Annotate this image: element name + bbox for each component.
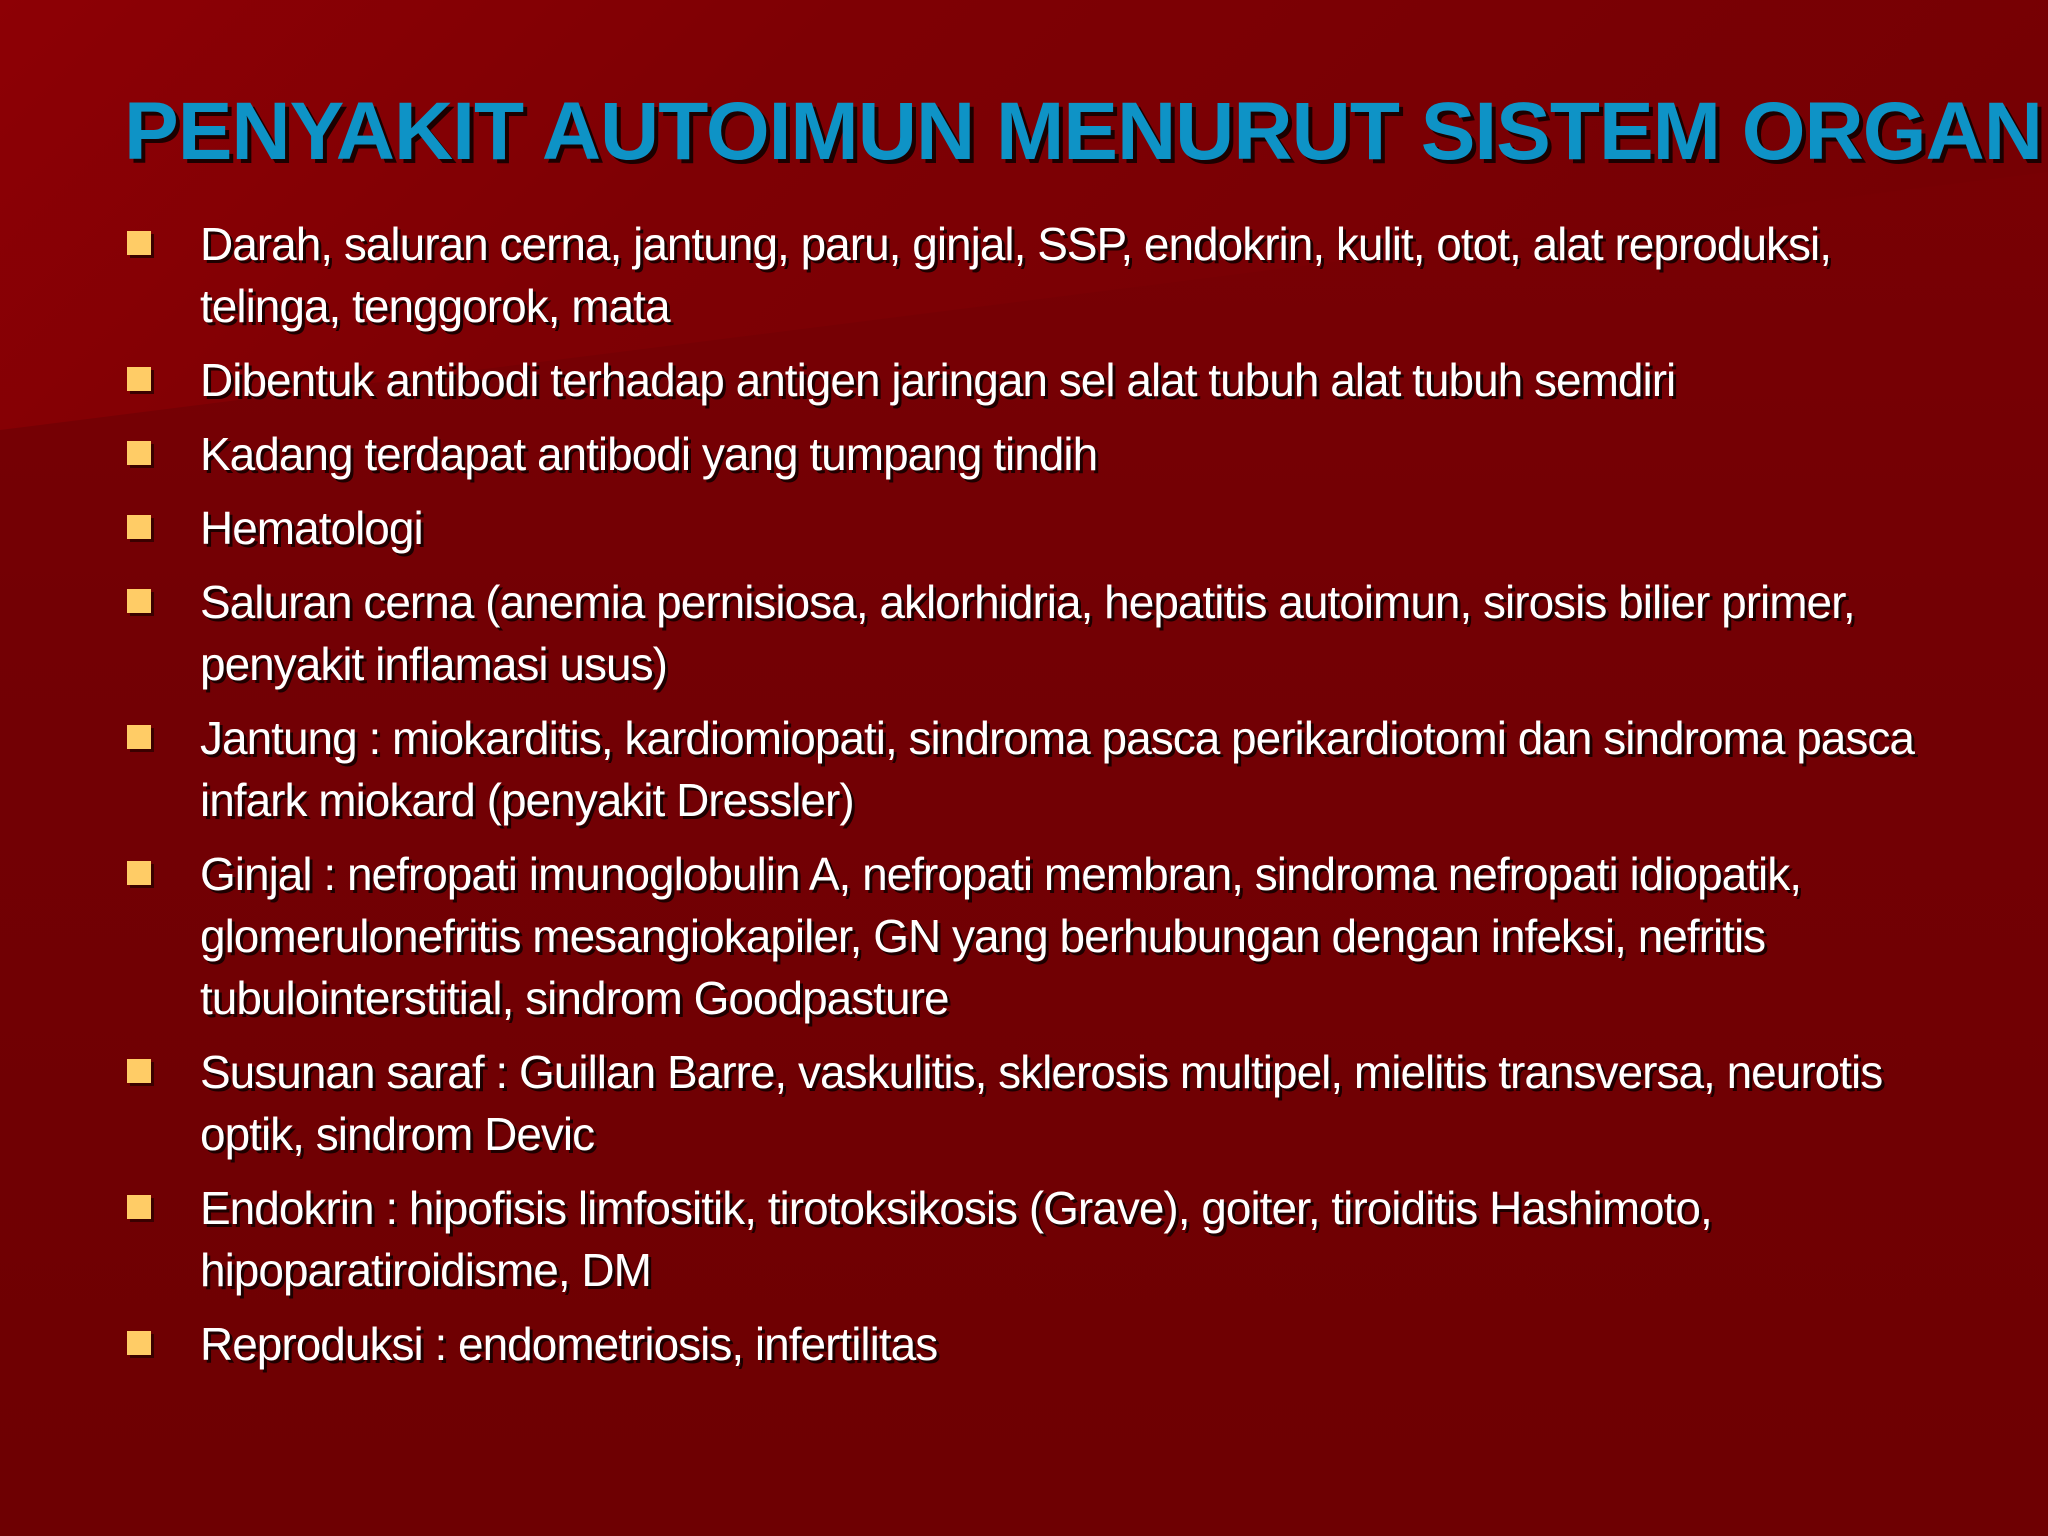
bullet-text: Saluran cerna (anemia pernisiosa, aklorhidria, hepatitis autoimun, sirosis bilier primer, penyakit inflamasi usus) — [200, 576, 1855, 690]
bullet-text: Kadang terdapat antibodi yang tumpang tindih — [200, 428, 1098, 480]
bullet-text: Darah, saluran cerna, jantung, paru, ginjal, SSP, endokrin, kulit, otot, alat reproduksi, telinga, tenggorok, mata — [200, 218, 1832, 332]
bullet-list — [124, 213, 1924, 1387]
bullet-text: Reproduksi : endometriosis, infertilitas — [200, 1318, 938, 1370]
bullet-text: Jantung : miokarditis, kardiomiopati, sindroma pasca perikardiotomi dan sindroma pasca infark miokard (penyakit Dressler) — [200, 712, 1914, 826]
square-bullet-icon — [127, 1195, 151, 1219]
square-bullet-icon — [127, 367, 151, 391]
slide-title: PENYAKIT AUTOIMUN MENURUT SISTEM ORGAN — [124, 86, 2042, 177]
bullet-text: Ginjal : nefropati imunoglobulin A, nefropati membran, sindroma nefropati idiopatik, glomerulonefritis mesangiokapiler, GN yang berhubungan dengan infeksi, nefritis tubulointerstitial, sindrom Goodpasture — [200, 848, 1802, 1024]
bullet-item-heart — [124, 707, 1924, 831]
bullet-item-antibody-formation — [124, 349, 1924, 411]
bullet-text: Hematologi — [200, 502, 423, 554]
square-bullet-icon — [127, 515, 151, 539]
bullet-text: Endokrin : hipofisis limfositik, tirotoksikosis (Grave), goiter, tiroiditis Hashimoto, hipoparatiroidisme, DM — [200, 1182, 1712, 1296]
square-bullet-icon — [127, 441, 151, 465]
bullet-item-nervous-system — [124, 1041, 1924, 1165]
square-bullet-icon — [127, 231, 151, 255]
bullet-item-hematology — [124, 497, 1924, 559]
square-bullet-icon — [127, 725, 151, 749]
bullet-item-kidney — [124, 843, 1924, 1029]
bullet-item-reproduction — [124, 1313, 1924, 1375]
bullet-item-digestive — [124, 571, 1924, 695]
square-bullet-icon — [127, 1059, 151, 1083]
bullet-item-endocrine — [124, 1177, 1924, 1301]
bullet-item-overlapping-antibodies — [124, 423, 1924, 485]
square-bullet-icon — [127, 589, 151, 613]
bullet-item-organs — [124, 213, 1924, 337]
square-bullet-icon — [127, 1331, 151, 1355]
bullet-text: Susunan saraf : Guillan Barre, vaskulitis, sklerosis multipel, mielitis transversa, neurotis optik, sindrom Devic — [200, 1046, 1883, 1160]
bullet-text: Dibentuk antibodi terhadap antigen jaringan sel alat tubuh alat tubuh semdiri — [200, 354, 1676, 406]
square-bullet-icon — [127, 861, 151, 885]
